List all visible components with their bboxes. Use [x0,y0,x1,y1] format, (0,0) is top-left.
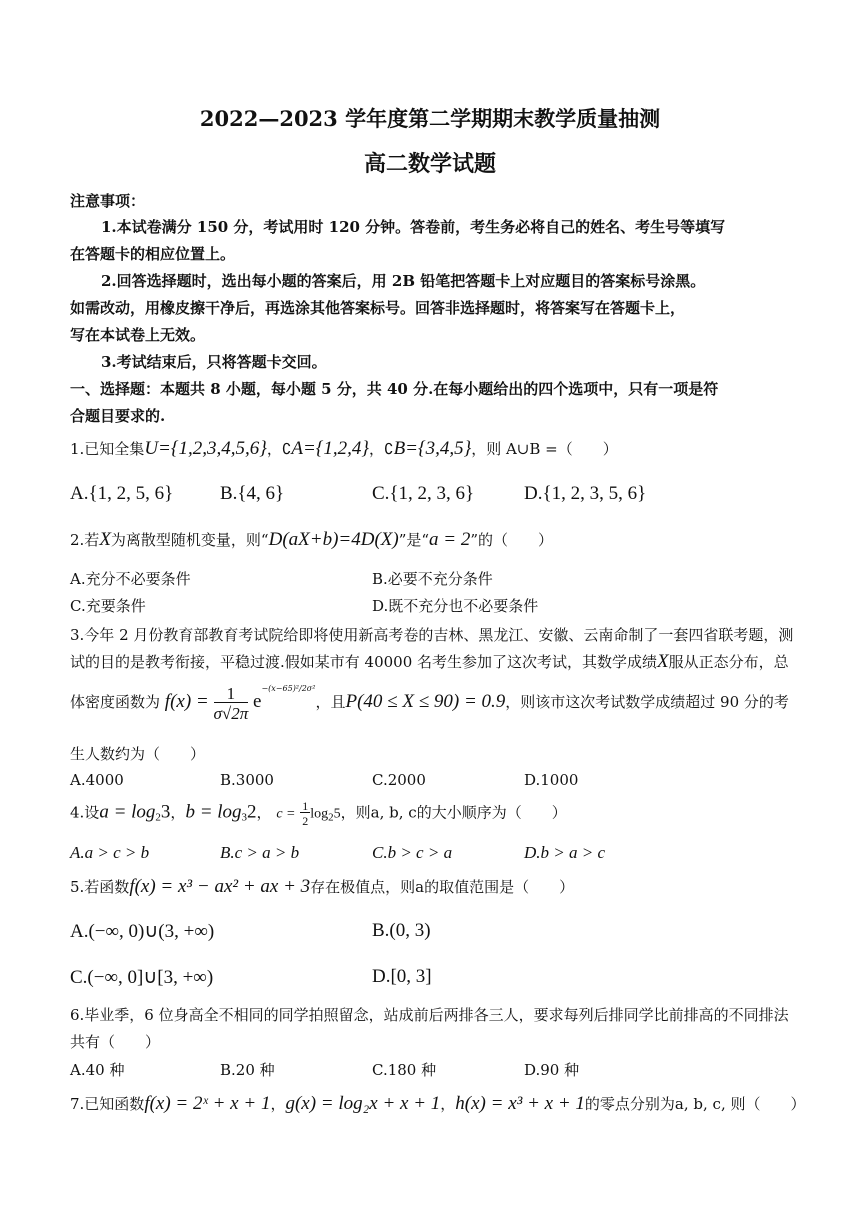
q6-option-b: B.20 种 [220,1061,275,1079]
q2-option-b: B.必要不充分条件 [372,570,493,588]
q3-option-c: C.2000 [372,771,426,789]
q6-option-a: A.40 种 [70,1061,125,1079]
notice-item-2c: 写在本试卷上无效。 [70,326,206,344]
q3-option-d: D.1000 [524,771,579,789]
question-3-line3: 体密度函数为 f(x) = $\frac{1}{\sigma√2\pi}$ $e^{-(x-65)^2/2\sigma^2}$，且P(40 ≤ X ≤ 90) = 0.9，则该市这次考试数学成绩超过 90 分的考 [70,683,789,723]
question-7: 7.已知函数f(x) = 2ˣ + x + 1，g(x) = log₂x + x + 1，h(x) = x³ + x + 1的零点分别为a, b, c, 则（ ） [70,1093,806,1114]
question-3-line2: 试的目的是教考衔接，平稳过渡.假如某市有 40000 名考生参加了这次考试，其数学成绩X服从正态分布，总 [70,651,789,672]
complement-b: B={3,4,5} [393,438,472,459]
q2-option-d: D.既不充分也不必要条件 [372,597,539,615]
notice-item-1b: 在答题卡的相应位置上。 [70,245,236,263]
q5-option-d: D.[0, 3] [372,966,432,987]
function-h: h(x) = x³ + x + 1 [455,1093,585,1114]
q4-option-a: A.a > c > b [70,843,150,862]
question-3-line1: 3.今年 2 月份教育部教育考试院给即将使用新高考卷的吉林、黑龙江、安徽、云南命制了一套四省联考题，测 [70,626,794,644]
q4-option-d: D.b > a > c [524,843,606,862]
probability-condition: P(40 ≤ X ≤ 90) = 0.9 [345,691,506,712]
q5-option-a: A.(−∞, 0)∪(3, +∞) [70,921,215,942]
q2-option-a: A.充分不必要条件 [70,570,191,588]
q1-option-d: D.{1, 2, 3, 5, 6} [524,483,647,504]
notice-item-1a: 1.本试卷满分 150 分，考试用时 120 分钟。答卷前，考生务必将自己的姓名、考生号等填写 [101,218,726,236]
q6-option-d: D.90 种 [524,1061,580,1079]
section-heading-line2: 合题目要求的. [70,407,166,425]
notice-item-2b: 如需改动，用橡皮擦干净后，再选涂其他答案标号。回答非选择题时，将答案写在答题卡上， [70,299,686,317]
q6-option-c: C.180 种 [372,1061,437,1079]
question-5: 5.若函数f(x) = x³ − ax² + ax + 3存在极值点，则a的取值范围是（ ） [70,876,575,897]
notice-item-3: 3.考试结束后，只将答题卡交回。 [101,353,327,371]
question-2: 2.若X为离散型随机变量，则“D(aX+b)=4D(X)”是“a = 2”的（ ） [70,529,554,550]
variance-expression: D(aX+b)=4D(X) [268,529,399,550]
q5-option-b: B.(0, 3) [372,920,431,941]
q1-option-a: A.{1, 2, 5, 6} [70,483,174,504]
function-g: g(x) = log₂x + x + 1 [285,1093,441,1114]
notice-item-2a: 2.回答选择题时，选出每小题的答案后，用 2B 铅笔把答题卡上对应题目的答案标号涂黑。 [101,272,706,290]
density-function: f(x) = [164,691,209,712]
question-3-line4: 生人数约为（ ） [70,745,206,763]
question-1: 1.已知全集U={1,2,3,4,5,6}，∁A={1,2,4}，∁B={3,4,5}，则 A∪B =（ ） [70,438,618,459]
q3-option-b: B.3000 [220,771,274,789]
cubic-function: f(x) = x³ − ax² + ax + 3 [129,876,311,897]
universal-set: U={1,2,3,4,5,6} [144,438,267,459]
section-heading-line1: 一、选择题：本题共 8 小题，每小题 5 分，共 40 分.在每小题给出的四个选项中，只有一项是符 [70,380,719,398]
exam-subtitle: 高二数学试题 [363,151,496,177]
function-f: f(x) = 2ˣ + x + 1 [144,1093,271,1114]
notice-heading: 注意事项： [70,192,146,210]
density-fraction: $\frac{1}{\sigma√2\pi}$ [213,683,249,723]
q5-option-c: C.(−∞, 0]∪[3, +∞) [70,967,214,988]
q3-option-a: A.4000 [70,771,124,789]
question-6-line2: 共有（ ） [70,1033,161,1051]
question-6-line1: 6.毕业季，6 位身高全不相同的同学拍照留念，站成前后两排各三人，要求每列后排同学比前排高的不同排法 [70,1006,789,1024]
q2-option-c: C.充要条件 [70,597,146,615]
q1-option-c: C.{1, 2, 3, 6} [372,483,475,504]
q4-option-c: C.b > c > a [372,843,453,862]
exam-title: 2022—2023 学年度第二学期期末教学质量抽测 [199,106,661,131]
question-4: 4.设$a = \log_23$，$b = \log_32$， c = $\frac{1}{2}$ $\log_25$，则a, b, c的大小顺序为（ ） [70,799,567,828]
q1-option-b: B.{4, 6} [220,483,285,504]
density-exponent: −(x−65)²/2σ² [261,684,316,693]
q4-option-b: B.c > a > b [220,843,300,862]
complement-a: A={1,2,4} [291,438,369,459]
